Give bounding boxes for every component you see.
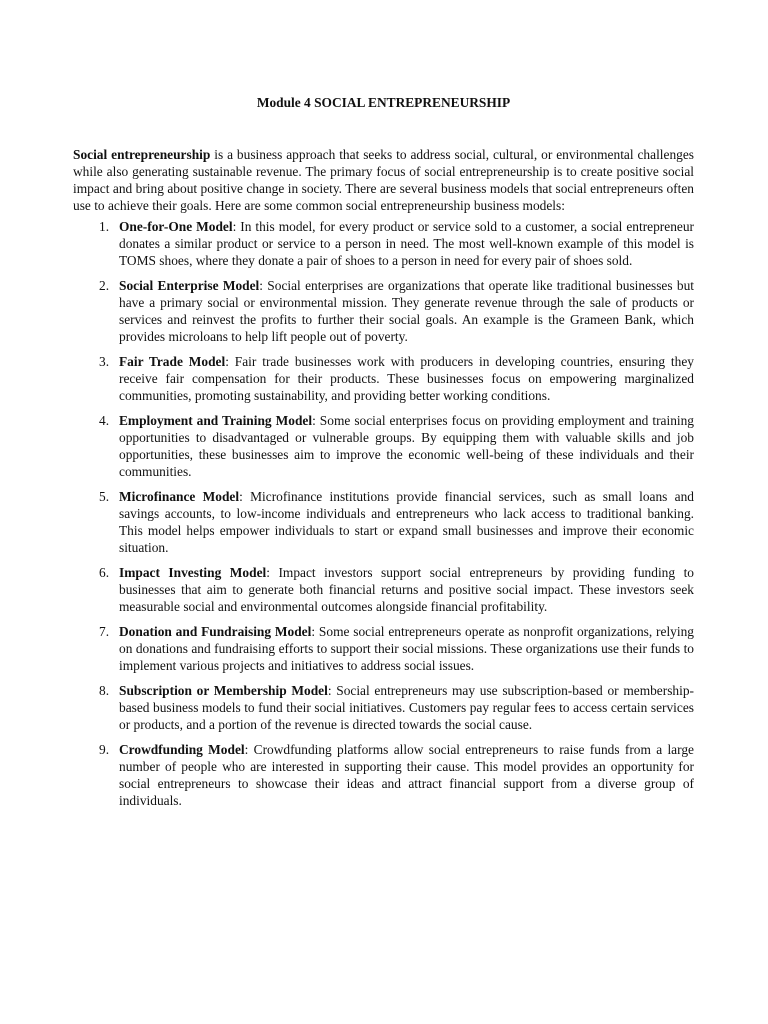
list-item-text: : Social entrepreneurs may use subscription-based or membership-based business models to fund their social initiatives. Customers pay regular fees to access certain services or products, and a portion of the revenue is directed towards the social cause. xyxy=(119,683,694,732)
list-item-number: 8. xyxy=(99,683,110,698)
list-item-text: : Crowdfunding platforms allow social entrepreneurs to raise funds from a large number of people who are interested in supporting their cause. This model provides an opportunity for social entrepreneurs to showcase their ideas and attract financial support from a diverse group of individuals. xyxy=(119,742,694,808)
list-item-term: Social Enterprise Model xyxy=(119,278,260,293)
list-item xyxy=(73,564,694,615)
intro-term: Social entrepreneurship xyxy=(73,147,211,162)
list-item-number: 1. xyxy=(99,219,110,234)
list-item-text: : Some social entrepreneurs operate as nonprofit organizations, relying on donations and fundraising efforts to support their social missions. These organizations use their funds to implement various projects and initiatives to address social issues. xyxy=(119,624,694,673)
intro-text: is a business approach that seeks to address social, cultural, or environmental challenges while also generating sustainable revenue. The primary focus of social entrepreneurship is to create positive social impact and bring about positive change in society. There are several business models that social entrepreneurs often use to achieve their goals. Here are some common social entrepreneurship business models: xyxy=(73,147,694,213)
list-item xyxy=(73,218,694,269)
list-item-term: Employment and Training Model xyxy=(119,413,313,428)
document-page xyxy=(73,95,694,817)
list-item xyxy=(73,623,694,674)
intro-paragraph xyxy=(73,146,694,214)
list-item-text: : Fair trade businesses work with producers in developing countries, ensuring they receive fair compensation for their products. These businesses focus on empowering marginalized communities, promoting sustainability, and providing better working conditions. xyxy=(119,354,694,403)
list-item xyxy=(73,412,694,480)
list-item-text: : In this model, for every product or service sold to a customer, a social entrepreneur donates a similar product or service to a person in need. The most well-known example of this model is TOMS shoes, where they donate a pair of shoes to a person in need for every pair of shoes sold. xyxy=(119,219,694,268)
list-item-term: Crowdfunding Model xyxy=(119,742,245,757)
list-item-number: 7. xyxy=(99,624,110,639)
page-title: Module 4 SOCIAL ENTREPRENEURSHIP xyxy=(256,95,511,110)
list-item-term: Fair Trade Model xyxy=(119,354,226,369)
list-item-text: : Some social enterprises focus on providing employment and training opportunities to disadvantaged or vulnerable groups. By equipping them with valuable skills and job opportunities, these businesses aim to improve the economic well-being of these individuals and their communities. xyxy=(119,413,694,479)
list-item xyxy=(73,488,694,556)
list-item-number: 4. xyxy=(99,413,110,428)
business-models-list xyxy=(73,218,694,809)
list-item-term: Subscription or Membership Model xyxy=(119,683,328,698)
list-item-number: 3. xyxy=(99,354,110,369)
list-item-number: 2. xyxy=(99,278,110,293)
list-item-term: One-for-One Model xyxy=(119,219,233,234)
list-item-term: Donation and Fundraising Model xyxy=(119,624,312,639)
list-item-text: : Impact investors support social entrepreneurs by providing funding to businesses that aim to generate both financial returns and positive social impact. These investors seek measurable social and environmental outcomes alongside financial profitability. xyxy=(119,565,694,614)
list-item-term: Microfinance Model xyxy=(119,489,240,504)
list-item xyxy=(73,741,694,809)
list-item-text: : Microfinance institutions provide financial services, such as small loans and savings accounts, to low-income individuals and entrepreneurs who lack access to traditional banking. This model helps empower individuals to start or expand small businesses and improve their economic situation. xyxy=(119,489,694,555)
list-item-number: 6. xyxy=(99,565,110,580)
list-item-number: 5. xyxy=(99,489,110,504)
list-item xyxy=(73,353,694,404)
list-item xyxy=(73,682,694,733)
list-item xyxy=(73,277,694,345)
list-item-term: Impact Investing Model xyxy=(119,565,267,580)
list-item-text: : Social enterprises are organizations that operate like traditional businesses but have a primary social or environmental mission. They generate revenue through the sale of products or services and reinvest the profits to further their social goals. An example is the Grameen Bank, which provides microloans to help lift people out of poverty. xyxy=(119,278,695,344)
list-item-number: 9. xyxy=(99,742,110,757)
